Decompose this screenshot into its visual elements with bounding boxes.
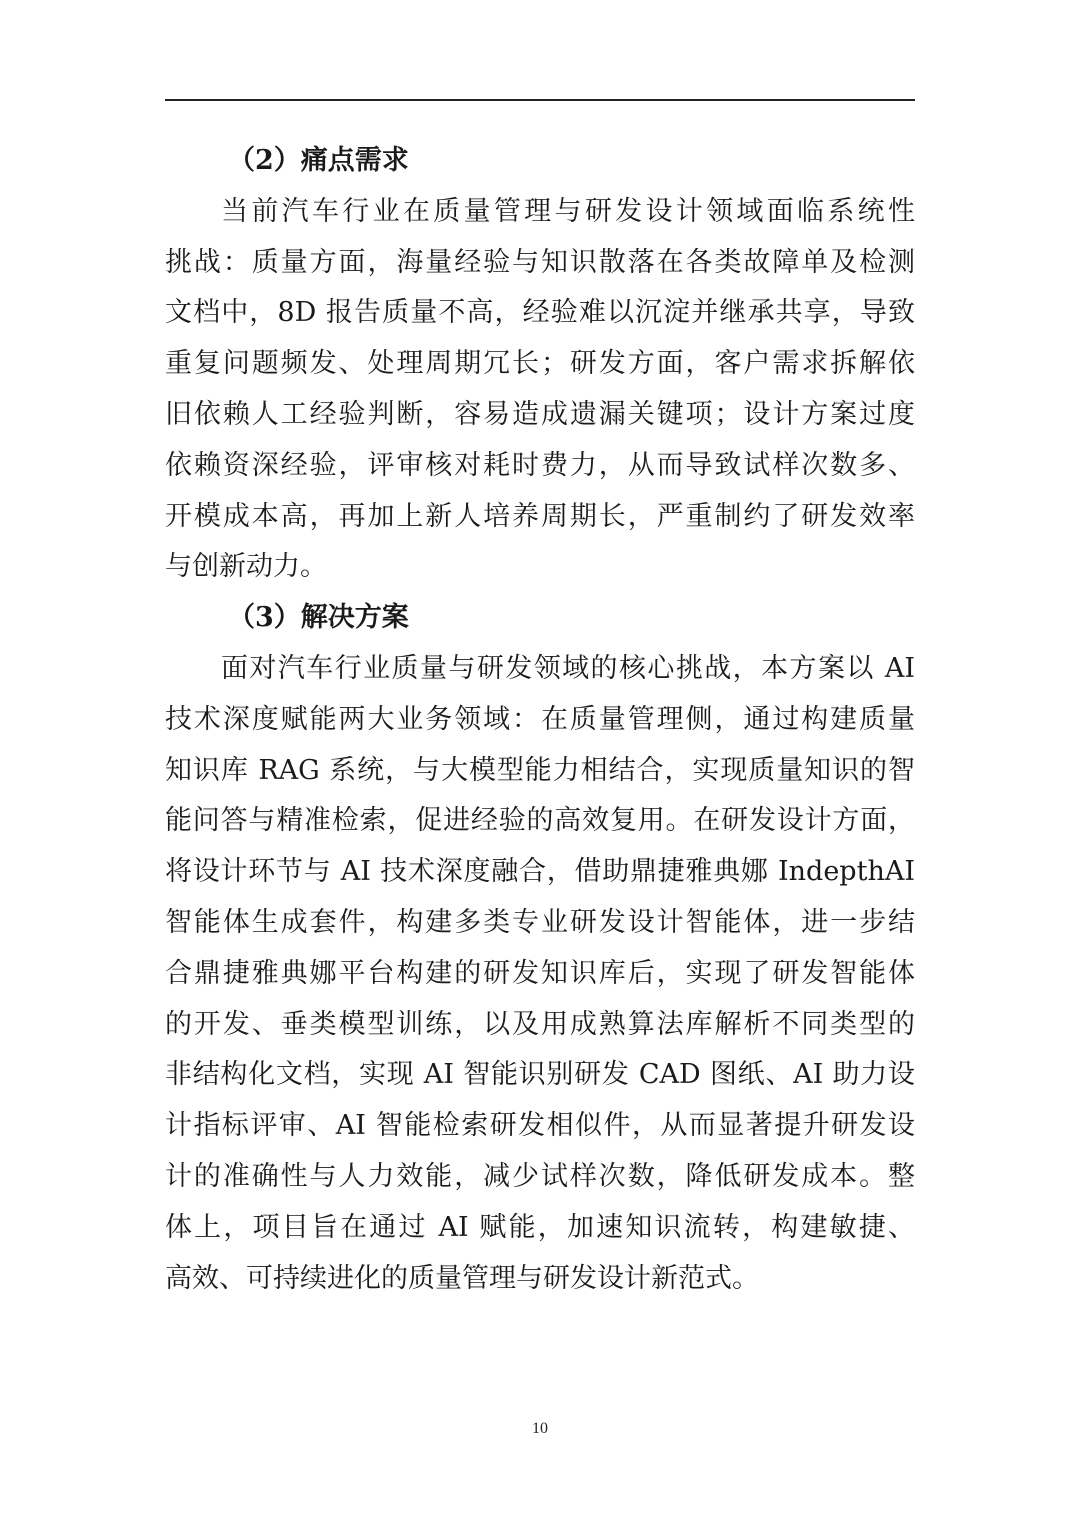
text-line: 挑战：质量方面，海量经验与知识散落在各类故障单及检测 (165, 246, 915, 278)
text-line: 体上，项目旨在通过 AI 赋能，加速知识流转，构建敏捷、 (165, 1211, 915, 1243)
text-line: 技术深度赋能两大业务领域：在质量管理侧，通过构建质量 (165, 703, 915, 735)
text-line: 知识库 RAG 系统，与大模型能力相结合，实现质量知识的智 (165, 754, 915, 786)
page-number: 10 (532, 1420, 548, 1437)
paragraph-pain-points (165, 187, 915, 593)
text-line: 面对汽车行业质量与研发领域的核心挑战，本方案以 AI (221, 652, 915, 684)
text-line: 计的准确性与人力效能，减少试样次数，降低研发成本。整 (165, 1160, 915, 1192)
header-rule (165, 99, 915, 101)
text-line: 当前汽车行业在质量管理与研发设计领域面临系统性 (221, 195, 915, 227)
text-line: 旧依赖人工经验判断，容易造成遗漏关键项；设计方案过度 (165, 398, 915, 430)
text-line: 与创新动力。 (165, 551, 327, 583)
text-line: 文档中，8D 报告质量不高，经验难以沉淀并继承共享，导致 (165, 297, 915, 329)
text-line: 计指标评审、AI 智能检索研发相似件，从而显著提升研发设 (165, 1110, 915, 1142)
text-line: 的开发、垂类模型训练，以及用成熟算法库解析不同类型的 (165, 1008, 915, 1040)
text-line: 依赖资深经验，评审核对耗时费力，从而导致试样次数多、 (165, 449, 915, 481)
text-line: 能问答与精准检索，促进经验的高效复用。在研发设计方面， (165, 805, 915, 837)
text-line: 开模成本高，再加上新人培养周期长，严重制约了研发效率 (165, 500, 915, 532)
section-heading-pain-points: （2）痛点需求 (228, 145, 409, 176)
text-line: 高效、可持续进化的质量管理与研发设计新范式。 (165, 1262, 759, 1294)
document-body (165, 136, 915, 1304)
text-line: 智能体生成套件，构建多类专业研发设计智能体，进一步结 (165, 906, 915, 938)
paragraph-solution (165, 644, 915, 1304)
text-line: 非结构化文档，实现 AI 智能识别研发 CAD 图纸、AI 助力设 (165, 1059, 915, 1091)
text-line: 合鼎捷雅典娜平台构建的研发知识库后，实现了研发智能体 (165, 957, 915, 989)
text-line: 将设计环节与 AI 技术深度融合，借助鼎捷雅典娜 IndepthAI (165, 856, 915, 888)
section-heading-solution: （3）解决方案 (228, 602, 409, 634)
text-line: 重复问题频发、处理周期冗长；研发方面，客户需求拆解依 (165, 348, 915, 380)
